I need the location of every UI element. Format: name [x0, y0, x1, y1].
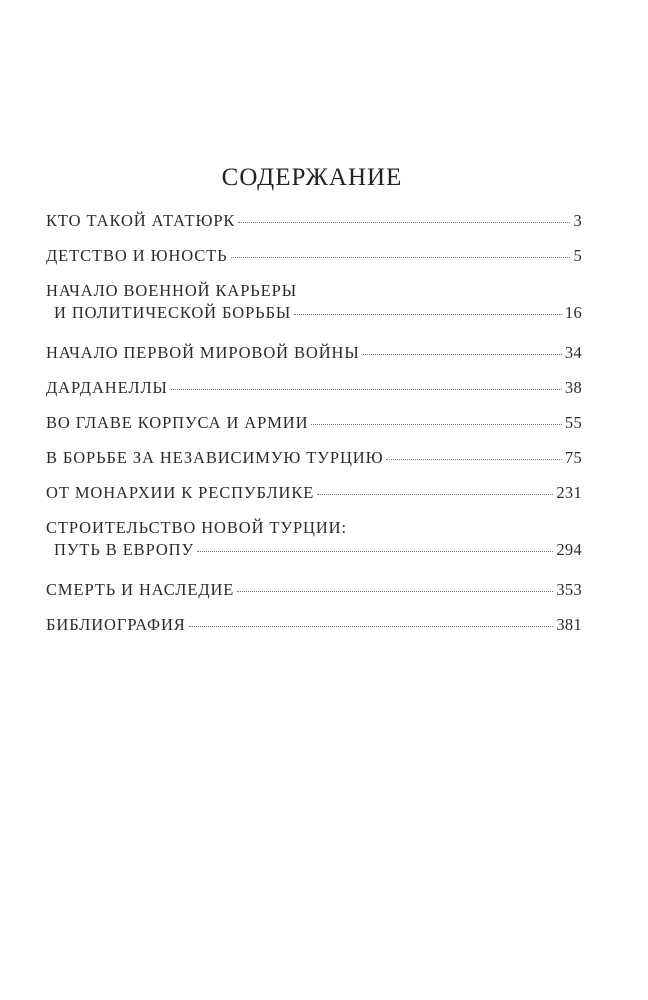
toc-entry-title: И ПОЛИТИЧЕСКОЙ БОРЬБЫ [54, 303, 292, 322]
toc-entry [46, 377, 582, 412]
toc-entry-title: ДЕТСТВО И ЮНОСТЬ [46, 246, 228, 265]
toc-entry-title: КТО ТАКОЙ АТАТЮРК [46, 211, 236, 230]
toc-entry [46, 482, 582, 517]
toc-entry-title: ДАРДАНЕЛЛЫ [46, 378, 168, 397]
toc-entry-page: 16 [564, 303, 582, 322]
toc-entry [46, 517, 582, 579]
toc-entry [46, 447, 582, 482]
dot-leader [363, 353, 562, 355]
toc-entry [46, 579, 582, 614]
toc-entry-page: 75 [564, 448, 582, 467]
toc-entry [46, 342, 582, 377]
toc-entry-page: 38 [564, 378, 582, 397]
toc-entry [46, 614, 582, 649]
dot-leader [311, 423, 561, 425]
dot-leader [189, 625, 554, 627]
dot-leader [197, 550, 553, 552]
toc-entry-title-line1: СТРОИТЕЛЬСТВО НОВОЙ ТУРЦИИ: [46, 518, 347, 537]
toc-entry [46, 210, 582, 245]
toc-entry-title-line1: НАЧАЛО ВОЕННОЙ КАРЬЕРЫ [46, 281, 298, 300]
toc-entry-title: СМЕРТЬ И НАСЛЕДИЕ [46, 580, 235, 599]
toc-entry-title: ОТ МОНАРХИИ К РЕСПУБЛИКЕ [46, 483, 315, 502]
dot-leader [237, 590, 553, 592]
dot-leader [231, 256, 571, 258]
toc-entry-page: 55 [564, 413, 582, 432]
dot-leader [294, 313, 562, 315]
toc-entry [46, 245, 582, 280]
toc-entry-page: 353 [556, 580, 582, 599]
dot-leader [386, 458, 561, 460]
toc-entry [46, 412, 582, 447]
toc-entry-page: 34 [564, 343, 582, 362]
toc-entry-title: НАЧАЛО ПЕРВОЙ МИРОВОЙ ВОЙНЫ [46, 343, 360, 362]
toc-entry-page: 3 [573, 211, 582, 230]
toc-entry-page: 381 [556, 615, 582, 634]
toc-title: СОДЕРЖАНИЕ [221, 164, 403, 191]
toc-entry-page: 5 [573, 246, 582, 265]
toc-entry [46, 280, 582, 342]
toc-entry-title: В БОРЬБЕ ЗА НЕЗАВИСИМУЮ ТУРЦИЮ [46, 448, 384, 467]
toc-entry-title: ПУТЬ В ЕВРОПУ [54, 540, 195, 559]
dot-leader [317, 493, 553, 495]
toc-entry-title: ВО ГЛАВЕ КОРПУСА И АРМИИ [46, 413, 309, 432]
dot-leader [238, 221, 570, 223]
dot-leader [171, 388, 562, 390]
toc-entry-page: 231 [556, 483, 582, 502]
toc-list [46, 210, 582, 649]
toc-entry-title: БИБЛИОГРАФИЯ [46, 615, 186, 634]
toc-entry-page: 294 [556, 540, 582, 559]
